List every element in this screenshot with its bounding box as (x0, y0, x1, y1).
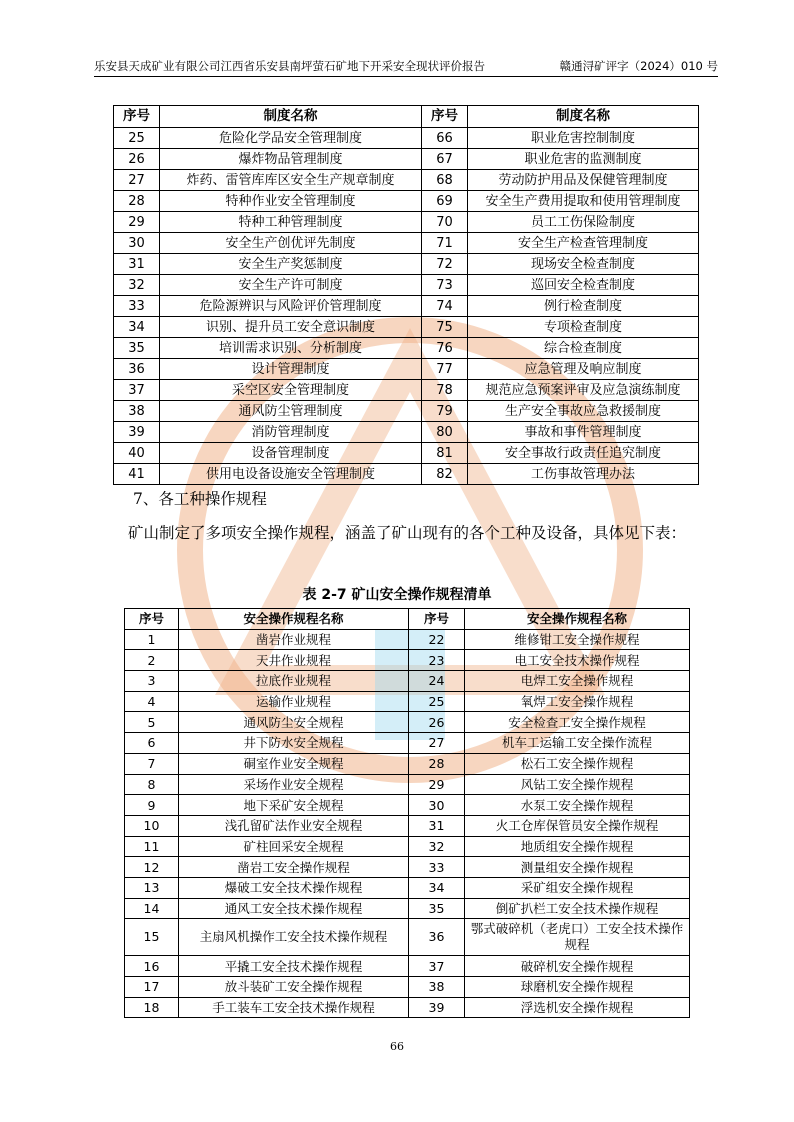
page-number: 66 (390, 1040, 404, 1053)
name-cell: 职业危害的监测制度 (468, 149, 699, 170)
row-number-cell: 9 (125, 795, 179, 816)
row-number-cell: 28 (114, 191, 160, 212)
management-system-table (113, 105, 699, 485)
row-number-cell: 16 (125, 956, 179, 977)
row-number-cell: 22 (409, 629, 465, 650)
name-cell: 采空区安全管理制度 (160, 380, 422, 401)
name-cell: 特种作业安全管理制度 (160, 191, 422, 212)
name-cell: 生产安全事故应急救援制度 (468, 401, 699, 422)
row-number-cell: 33 (114, 296, 160, 317)
row-number-cell: 3 (125, 671, 179, 692)
row-number-cell: 7 (125, 753, 179, 774)
name-cell: 井下防水安全规程 (179, 733, 409, 754)
table-row (125, 815, 690, 836)
table-row (114, 443, 699, 464)
row-number-cell: 26 (114, 149, 160, 170)
name-cell: 硐室作业安全规程 (179, 753, 409, 774)
name-cell: 设备管理制度 (160, 443, 422, 464)
row-number-cell: 4 (125, 691, 179, 712)
table-caption: 表 2-7 矿山安全操作规程清单 (302, 587, 492, 603)
name-cell: 危险化学品安全管理制度 (160, 128, 422, 149)
table-row (125, 919, 690, 956)
operation-procedure-table (124, 608, 690, 1018)
report-title: 乐安县天成矿业有限公司江西省乐安县南坪萤石矿地下开采安全现状评价报告 (94, 59, 485, 73)
row-number-cell: 18 (125, 997, 179, 1018)
row-number-cell: 78 (422, 380, 468, 401)
row-number-cell: 37 (114, 380, 160, 401)
row-number-cell: 36 (409, 919, 465, 956)
table-row (114, 212, 699, 233)
name-cell: 通风防尘安全规程 (179, 712, 409, 733)
table-row (114, 254, 699, 275)
column-header: 制度名称 (468, 106, 699, 128)
row-number-cell: 28 (409, 753, 465, 774)
row-number-cell: 67 (422, 149, 468, 170)
row-number-cell: 71 (422, 233, 468, 254)
column-header: 序号 (114, 106, 160, 128)
row-number-cell: 33 (409, 857, 465, 878)
table-row (114, 191, 699, 212)
name-cell: 测量组安全操作规程 (465, 857, 690, 878)
name-cell: 鄂式破碎机（老虎口）工安全技术操作规程 (465, 919, 690, 956)
name-cell: 事故和事件管理制度 (468, 422, 699, 443)
header-rule (94, 76, 718, 77)
name-cell: 凿岩工安全操作规程 (179, 857, 409, 878)
table-row (114, 401, 699, 422)
row-number-cell: 75 (422, 317, 468, 338)
name-cell: 例行检查制度 (468, 296, 699, 317)
table-row (125, 857, 690, 878)
name-cell: 危险源辨识与风险评价管理制度 (160, 296, 422, 317)
table-row (114, 275, 699, 296)
table-row (114, 170, 699, 191)
row-number-cell: 26 (409, 712, 465, 733)
name-cell: 培训需求识别、分析制度 (160, 338, 422, 359)
row-number-cell: 11 (125, 836, 179, 857)
table-row (125, 997, 690, 1018)
table-header-row (114, 106, 699, 128)
row-number-cell: 29 (114, 212, 160, 233)
row-number-cell: 25 (114, 128, 160, 149)
name-cell: 球磨机安全操作规程 (465, 977, 690, 998)
row-number-cell: 38 (409, 977, 465, 998)
name-cell: 综合检查制度 (468, 338, 699, 359)
table-row (125, 629, 690, 650)
table-row (125, 691, 690, 712)
name-cell: 爆炸物品管理制度 (160, 149, 422, 170)
name-cell: 破碎机安全操作规程 (465, 956, 690, 977)
table-row (114, 359, 699, 380)
name-cell: 采矿组安全操作规程 (465, 877, 690, 898)
row-number-cell: 2 (125, 650, 179, 671)
row-number-cell: 81 (422, 443, 468, 464)
table-row (114, 380, 699, 401)
name-cell: 设计管理制度 (160, 359, 422, 380)
column-header: 序号 (125, 609, 179, 630)
name-cell: 电工安全技术操作规程 (465, 650, 690, 671)
name-cell: 氧焊工安全操作规程 (465, 691, 690, 712)
name-cell: 安全事故行政责任追究制度 (468, 443, 699, 464)
table-row (125, 977, 690, 998)
column-header: 序号 (409, 609, 465, 630)
name-cell: 工伤事故管理办法 (468, 464, 699, 485)
row-number-cell: 74 (422, 296, 468, 317)
section-paragraph: 矿山制定了多项安全操作规程，涵盖了矿山现有的各个工种及设备，具体见下表： (128, 524, 687, 542)
table-row (114, 233, 699, 254)
name-cell: 矿柱回采安全规程 (179, 836, 409, 857)
row-number-cell: 35 (409, 898, 465, 919)
name-cell: 安全生产费用提取和使用管理制度 (468, 191, 699, 212)
table-row (114, 338, 699, 359)
table-row (125, 898, 690, 919)
table-row (125, 712, 690, 733)
row-number-cell: 66 (422, 128, 468, 149)
row-number-cell: 27 (114, 170, 160, 191)
table-row (125, 733, 690, 754)
column-header: 安全操作规程名称 (465, 609, 690, 630)
name-cell: 炸药、雷管库库区安全生产规章制度 (160, 170, 422, 191)
name-cell: 运输作业规程 (179, 691, 409, 712)
name-cell: 安全生产创优评先制度 (160, 233, 422, 254)
name-cell: 特种工种管理制度 (160, 212, 422, 233)
table-row (125, 795, 690, 816)
name-cell: 通风防尘管理制度 (160, 401, 422, 422)
table-row (114, 296, 699, 317)
row-number-cell: 1 (125, 629, 179, 650)
row-number-cell: 31 (114, 254, 160, 275)
name-cell: 职业危害控制制度 (468, 128, 699, 149)
table-row (114, 317, 699, 338)
name-cell: 采场作业安全规程 (179, 774, 409, 795)
name-cell: 维修钳工安全操作规程 (465, 629, 690, 650)
table-row (125, 774, 690, 795)
table-row (114, 128, 699, 149)
name-cell: 凿岩作业规程 (179, 629, 409, 650)
row-number-cell: 40 (114, 443, 160, 464)
row-number-cell: 15 (125, 919, 179, 956)
row-number-cell: 13 (125, 877, 179, 898)
name-cell: 手工装车工安全技术操作规程 (179, 997, 409, 1018)
row-number-cell: 72 (422, 254, 468, 275)
row-number-cell: 17 (125, 977, 179, 998)
row-number-cell: 80 (422, 422, 468, 443)
name-cell: 倒矿扒栏工安全技术操作规程 (465, 898, 690, 919)
row-number-cell: 25 (409, 691, 465, 712)
name-cell: 安全生产检查管理制度 (468, 233, 699, 254)
row-number-cell: 39 (114, 422, 160, 443)
row-number-cell: 36 (114, 359, 160, 380)
name-cell: 风钻工安全操作规程 (465, 774, 690, 795)
section-heading: 7、各工种操作规程 (133, 490, 267, 508)
row-number-cell: 34 (114, 317, 160, 338)
row-number-cell: 5 (125, 712, 179, 733)
row-number-cell: 32 (409, 836, 465, 857)
document-number: 赣通浔矿评字（2024）010 号 (559, 59, 718, 73)
row-number-cell: 76 (422, 338, 468, 359)
row-number-cell: 39 (409, 997, 465, 1018)
column-header: 制度名称 (160, 106, 422, 128)
table-row (125, 650, 690, 671)
name-cell: 安全检查工安全操作规程 (465, 712, 690, 733)
row-number-cell: 35 (114, 338, 160, 359)
row-number-cell: 30 (114, 233, 160, 254)
row-number-cell: 77 (422, 359, 468, 380)
name-cell: 地质组安全操作规程 (465, 836, 690, 857)
row-number-cell: 37 (409, 956, 465, 977)
name-cell: 规范应急预案评审及应急演练制度 (468, 380, 699, 401)
table-row (125, 836, 690, 857)
row-number-cell: 6 (125, 733, 179, 754)
table-row (114, 464, 699, 485)
name-cell: 员工工伤保险制度 (468, 212, 699, 233)
name-cell: 松石工安全操作规程 (465, 753, 690, 774)
name-cell: 专项检查制度 (468, 317, 699, 338)
name-cell: 现场安全检查制度 (468, 254, 699, 275)
name-cell: 供用电设备设施安全管理制度 (160, 464, 422, 485)
row-number-cell: 41 (114, 464, 160, 485)
name-cell: 拉底作业规程 (179, 671, 409, 692)
name-cell: 放斗装矿工安全操作规程 (179, 977, 409, 998)
column-header: 序号 (422, 106, 468, 128)
row-number-cell: 27 (409, 733, 465, 754)
table-row (125, 753, 690, 774)
name-cell: 天井作业规程 (179, 650, 409, 671)
name-cell: 通风工安全技术操作规程 (179, 898, 409, 919)
table-header-row (125, 609, 690, 630)
row-number-cell: 10 (125, 815, 179, 836)
table-row (114, 422, 699, 443)
row-number-cell: 14 (125, 898, 179, 919)
name-cell: 劳动防护用品及保健管理制度 (468, 170, 699, 191)
row-number-cell: 24 (409, 671, 465, 692)
row-number-cell: 73 (422, 275, 468, 296)
table-row (125, 671, 690, 692)
name-cell: 机车工运输工安全操作流程 (465, 733, 690, 754)
name-cell: 识别、提升员工安全意识制度 (160, 317, 422, 338)
row-number-cell: 23 (409, 650, 465, 671)
name-cell: 应急管理及响应制度 (468, 359, 699, 380)
name-cell: 平撬工安全技术操作规程 (179, 956, 409, 977)
name-cell: 安全生产许可制度 (160, 275, 422, 296)
row-number-cell: 82 (422, 464, 468, 485)
row-number-cell: 31 (409, 815, 465, 836)
page-header (94, 56, 718, 78)
name-cell: 水泵工安全操作规程 (465, 795, 690, 816)
name-cell: 爆破工安全技术操作规程 (179, 877, 409, 898)
name-cell: 地下采矿安全规程 (179, 795, 409, 816)
row-number-cell: 70 (422, 212, 468, 233)
row-number-cell: 8 (125, 774, 179, 795)
name-cell: 安全生产奖惩制度 (160, 254, 422, 275)
column-header: 安全操作规程名称 (179, 609, 409, 630)
table-row (114, 149, 699, 170)
name-cell: 主扇风机操作工安全技术操作规程 (179, 919, 409, 956)
name-cell: 火工仓库保管员安全操作规程 (465, 815, 690, 836)
row-number-cell: 12 (125, 857, 179, 878)
name-cell: 电焊工安全操作规程 (465, 671, 690, 692)
name-cell: 巡回安全检查制度 (468, 275, 699, 296)
row-number-cell: 69 (422, 191, 468, 212)
row-number-cell: 29 (409, 774, 465, 795)
table-row (125, 956, 690, 977)
row-number-cell: 79 (422, 401, 468, 422)
row-number-cell: 68 (422, 170, 468, 191)
name-cell: 消防管理制度 (160, 422, 422, 443)
row-number-cell: 38 (114, 401, 160, 422)
row-number-cell: 32 (114, 275, 160, 296)
row-number-cell: 34 (409, 877, 465, 898)
row-number-cell: 30 (409, 795, 465, 816)
table-row (125, 877, 690, 898)
name-cell: 浮选机安全操作规程 (465, 997, 690, 1018)
name-cell: 浅孔留矿法作业安全规程 (179, 815, 409, 836)
